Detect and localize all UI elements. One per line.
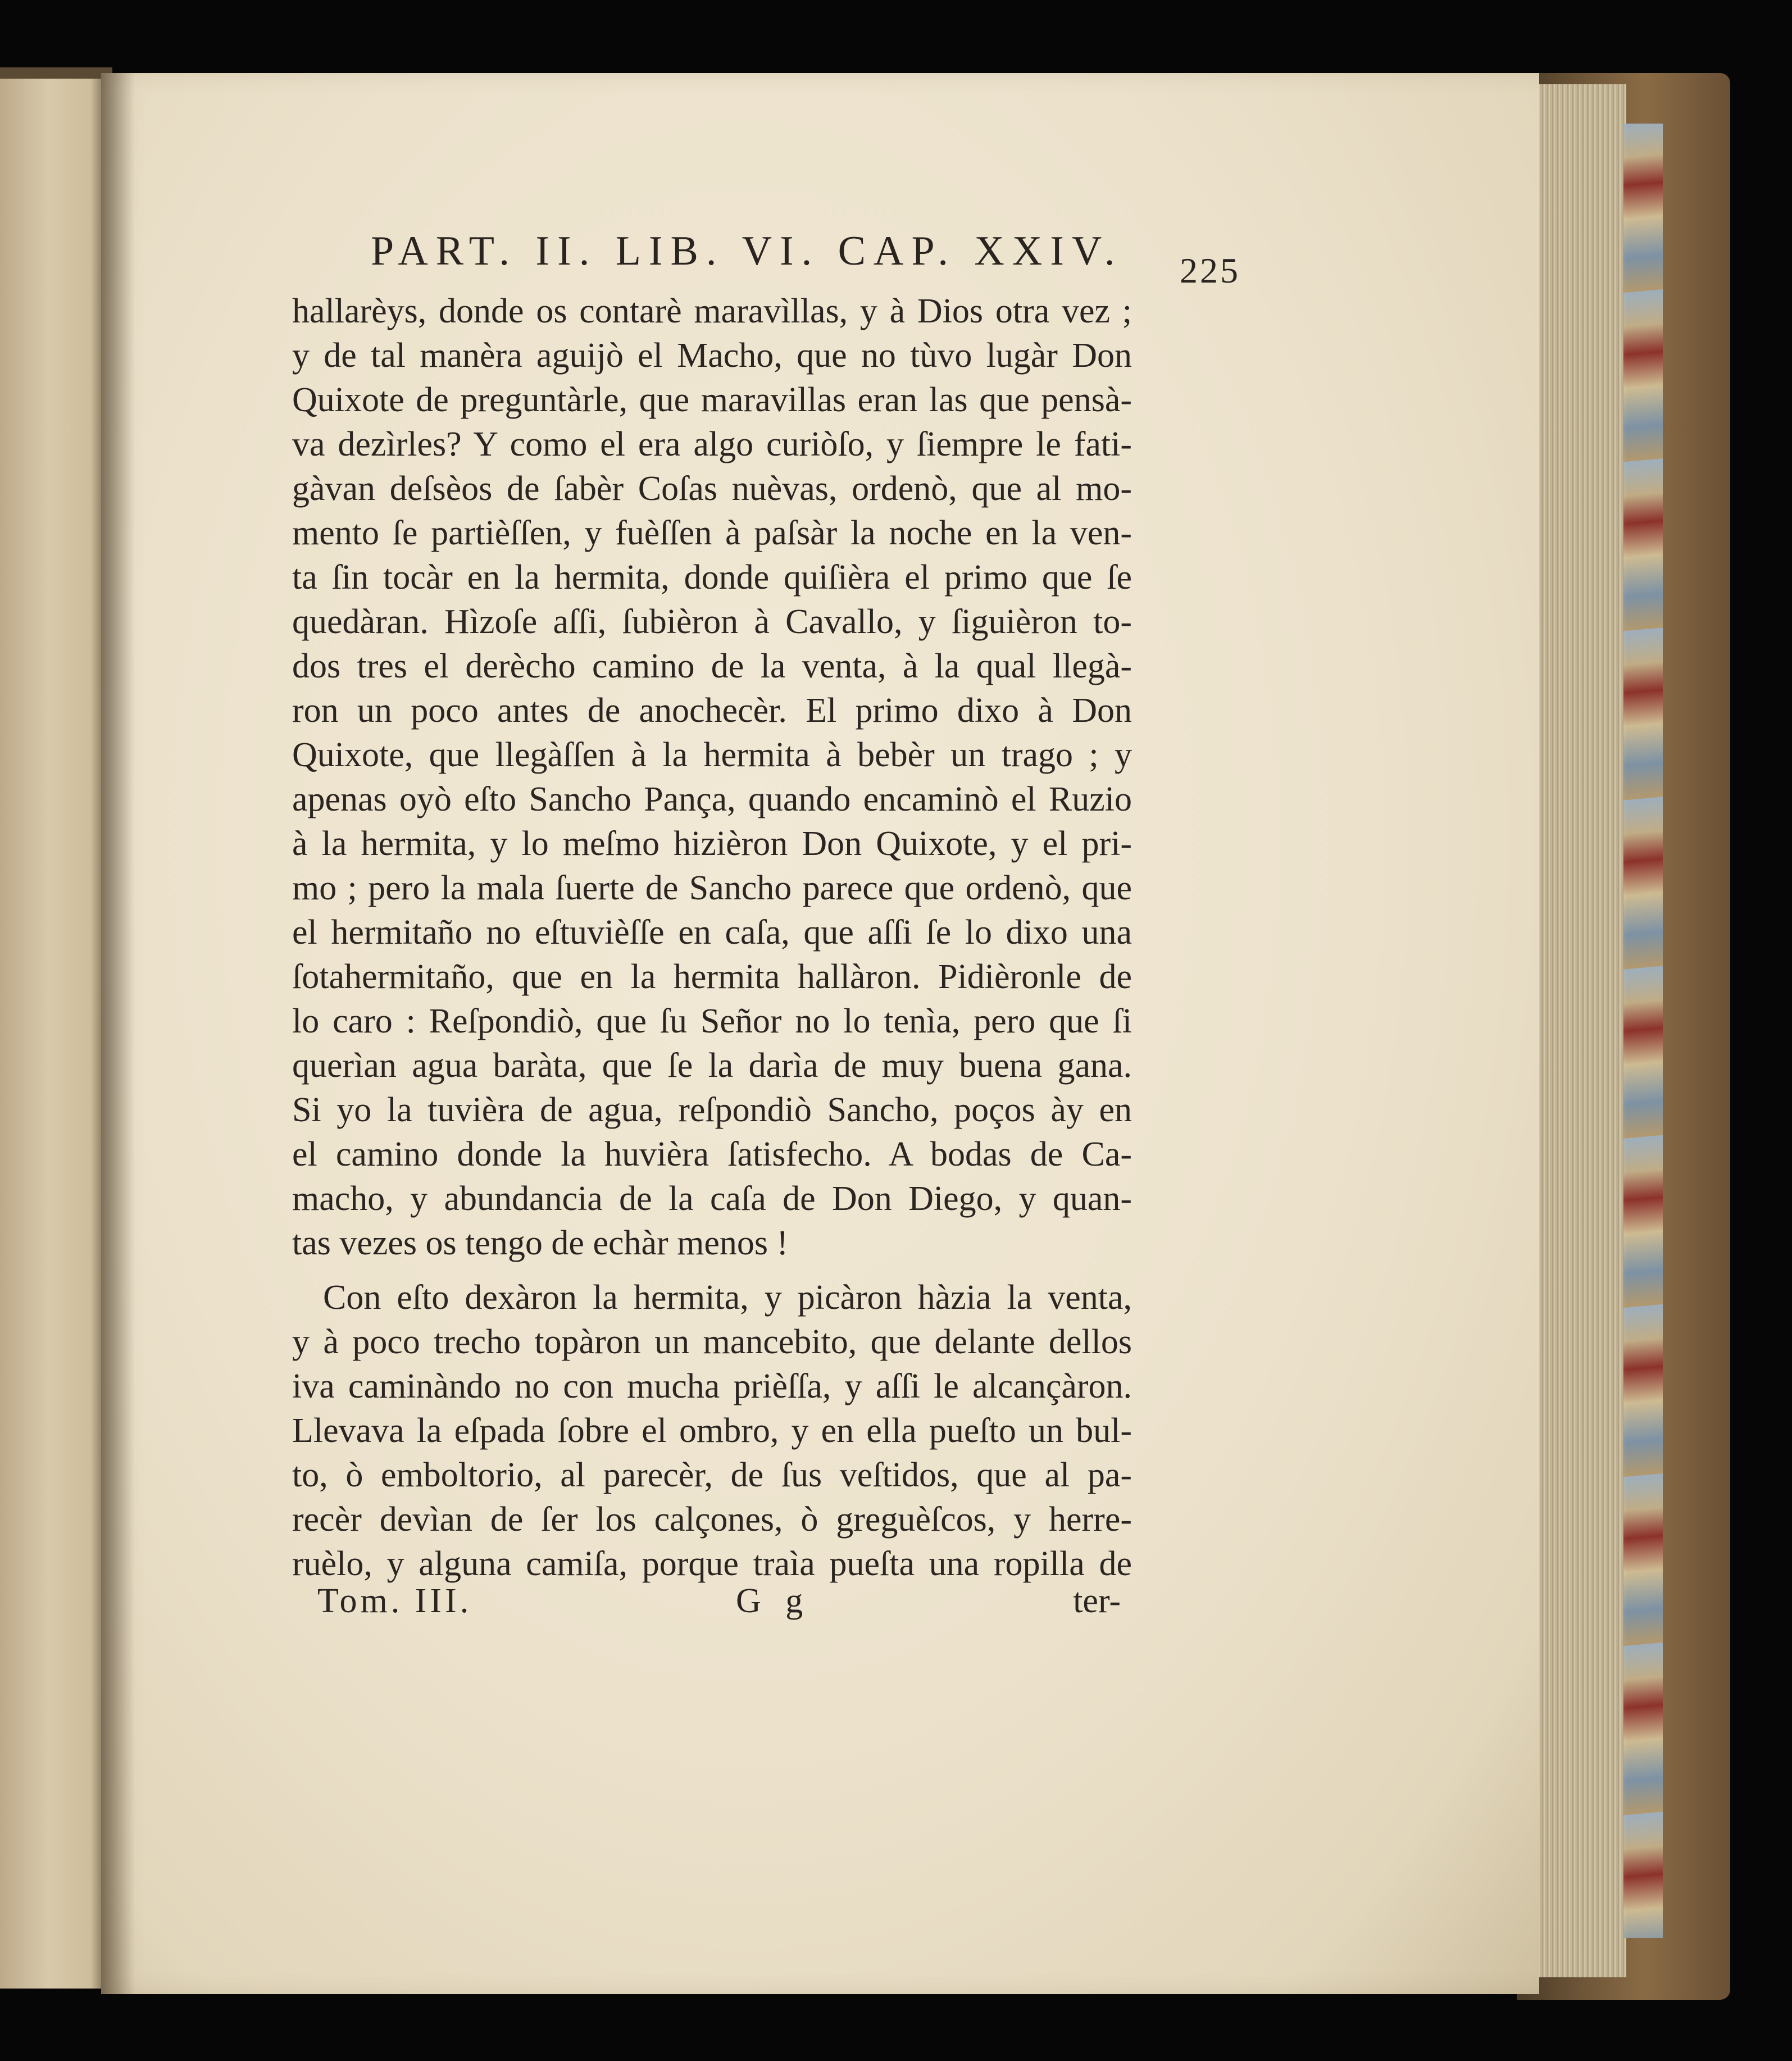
text-line: Quixote de preguntàrle, que maravillas eran las que pensà- xyxy=(292,381,1132,419)
marbled-edge xyxy=(1623,124,1663,1938)
text-line: ruèlo, y alguna camiſa, porque traìa pueſta una ropilla de xyxy=(292,1545,1132,1583)
text-line: lo caro : Reſpondiò, que ſu Señor no lo tenìa, pero que ſi xyxy=(292,1002,1132,1040)
text-line: y à poco trecho topàron un mancebito, que delante dellos xyxy=(292,1323,1132,1361)
text-line: querìan agua baràta, que ſe la darìa de muy buena gana. xyxy=(292,1047,1132,1085)
text-line: Con eſto dexàron la hermita, y picàron hàzia la venta, xyxy=(323,1279,1132,1317)
paragraph-gap xyxy=(292,1266,1132,1276)
page-block-edges xyxy=(1531,84,1626,1977)
catchword: ter- xyxy=(1073,1582,1121,1620)
text-line: mento ſe partièſſen, y fuèſſen à paſsàr la noche en la ven- xyxy=(292,514,1132,552)
page-number: 225 xyxy=(1180,251,1240,290)
text-line: Quixote, que llegàſſen à la hermita à bebèr un trago ; y xyxy=(292,736,1132,774)
running-head: PART. II. LIB. VI. CAP. XXIV. xyxy=(371,228,1123,274)
text-line: mo ; pero la mala ſuerte de Sancho parece que ordenò, que xyxy=(292,869,1132,907)
gutter-shadow xyxy=(101,73,135,1994)
text-block xyxy=(292,289,1132,1586)
page-footer xyxy=(317,1581,1121,1626)
text-line: apenas oyò eſto Sancho Pança, quando encaminò el Ruzio xyxy=(292,780,1132,818)
text-line: el camino donde la huvièra ſatisfecho. A bodas de Ca- xyxy=(292,1135,1132,1173)
text-line: quedàran. Hìzoſe aſſi, ſubièron à Cavallo, y ſiguièron to- xyxy=(292,603,1132,641)
text-line: y de tal manèra aguijò el Macho, que no tùvo lugàr Don xyxy=(292,336,1132,375)
text-line: va dezìrles? Y como el era algo curiòſo, y ſiempre le fati- xyxy=(292,425,1132,463)
text-line: el hermitaño no eſtuvièſſe en caſa, que aſſi ſe lo dixo una xyxy=(292,913,1132,952)
text-line: dos tres el derècho camino de la venta, à la qual llegà- xyxy=(292,647,1132,685)
text-line: to, ò emboltorio, al parecèr, de ſus veſtidos, que al pa- xyxy=(292,1456,1132,1494)
text-line: ta ſin tocàr en la hermita, donde quiſièra el primo que ſe xyxy=(292,558,1132,597)
text-line: Llevava la eſpada ſobre el ombro, y en ella pueſto un bul- xyxy=(292,1412,1132,1450)
text-line: tas vezes os tengo de echàr menos ! xyxy=(292,1224,789,1262)
text-line: iva caminàndo no con mucha prièſſa, y aſſi le alcançàron. xyxy=(292,1367,1132,1405)
volume-label: Tom. III. xyxy=(317,1582,472,1620)
text-line: à la hermita, y lo meſmo hizièron Don Quixote, y el pri- xyxy=(292,825,1132,863)
text-line: ſotahermitaño, que en la hermita hallàron. Pidièronle de xyxy=(292,958,1132,996)
text-line: macho, y abundancia de la caſa de Don Diego, y quan- xyxy=(292,1180,1132,1218)
text-line: ron un poco antes de anochecèr. El primo dixo à Don xyxy=(292,691,1132,730)
text-line: Si yo la tuvièra de agua, reſpondiò Sancho, poços ày en xyxy=(292,1091,1132,1129)
text-line: hallarèys, donde os contarè maravìllas, y à Dios otra vez ; xyxy=(292,292,1132,330)
text-line: recèr devìan de ſer los calçones, ò greguèſcos, y herre- xyxy=(292,1500,1132,1539)
text-line: gàvan deſsèos de ſabèr Coſas nuèvas, ordenò, que al mo- xyxy=(292,470,1132,508)
signature-mark: G g xyxy=(736,1582,811,1620)
facing-page-edge xyxy=(0,79,107,1989)
